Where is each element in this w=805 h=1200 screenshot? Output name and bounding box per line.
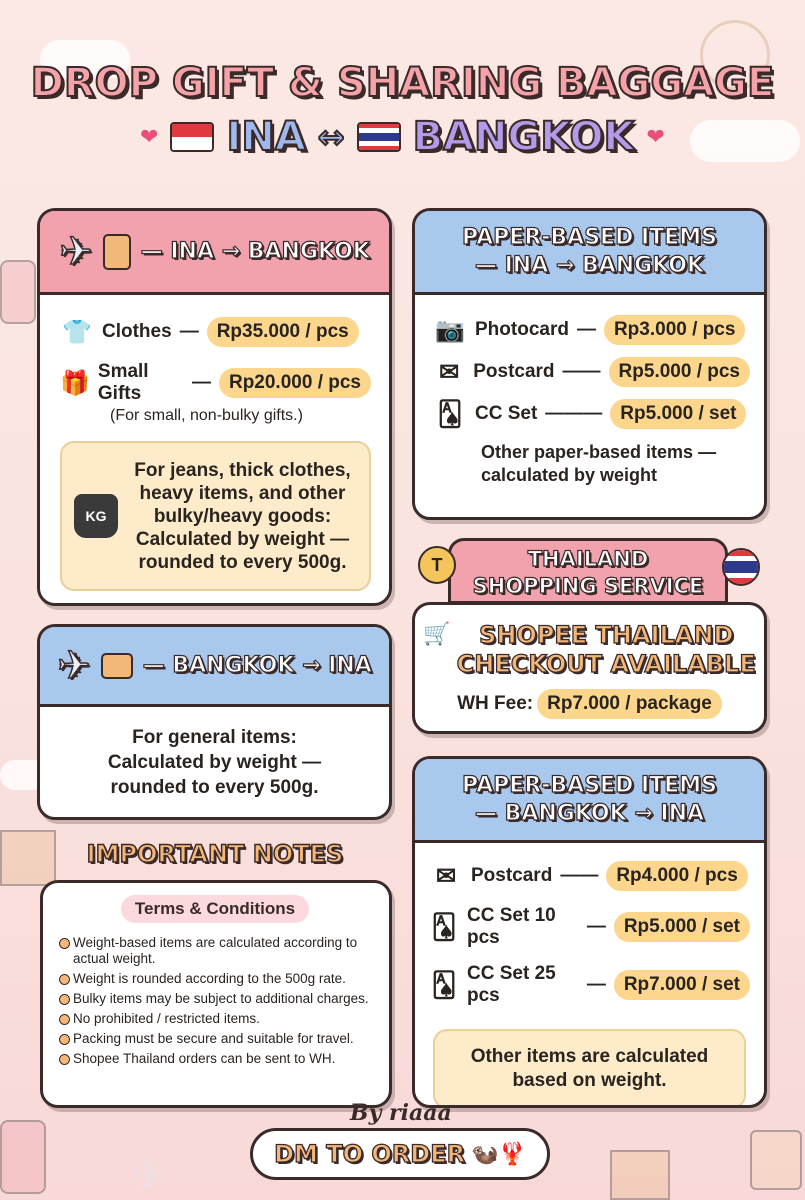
tab-title: THAILAND [527, 547, 649, 571]
item-label: Small Gifts [97, 361, 149, 404]
price-row-small-gifts [60, 361, 371, 405]
route-arrow: ↔ [317, 118, 345, 156]
item-label: Photocard [475, 319, 569, 340]
card-icon: 🂡 [431, 971, 457, 999]
list-item: Packing must be secure and suitable for travel. [57, 1031, 373, 1047]
camera-icon: 📷 [435, 316, 465, 344]
separator: — [179, 321, 199, 342]
heart-icon: ❤ [646, 124, 665, 150]
notes-list [57, 935, 373, 1067]
airplane-icon: ✈ [59, 228, 93, 275]
separator: —— [562, 361, 601, 382]
card-header [415, 759, 764, 843]
suitcase-icon [0, 260, 36, 324]
bangkok-to-ina-card [37, 624, 392, 820]
separator: —— [560, 865, 599, 886]
gift-icon: 🎁 [60, 369, 90, 397]
t-coin-icon: T [418, 546, 456, 584]
dm-to-order-button[interactable] [250, 1128, 550, 1180]
price-pill: Rp4.000 / pcs [606, 861, 747, 891]
notes-title: IMPORTANT NOTES [86, 840, 344, 868]
separator: ——— [545, 403, 603, 424]
cart-icon: 🛒 [423, 621, 451, 646]
card-title: — INA → BANGKOK [140, 239, 370, 264]
list-item: Shopee Thailand orders can be sent to WH. [57, 1051, 373, 1067]
card-icon: 🂡 [437, 400, 463, 428]
other-items-note-box [433, 1029, 746, 1108]
price-row-postcard [433, 357, 750, 387]
envelope-icon: ✉ [439, 358, 460, 386]
price-row-postcard [429, 861, 750, 891]
card-title: — BANGKOK → INA [142, 653, 372, 678]
card-icon: 🂡 [431, 913, 457, 941]
list-item: Bulky items may be subject to additional charges. [57, 991, 373, 1007]
item-label: Postcard [473, 361, 555, 382]
other-items-note: Other paper-based items — calculated by weight [481, 442, 717, 485]
ina-to-bangkok-card [37, 208, 392, 606]
separator: — [191, 372, 211, 393]
price-pill: Rp20.000 / pcs [219, 368, 371, 398]
price-pill: Rp5.000 / set [614, 912, 750, 942]
suitcase-icon [0, 1120, 46, 1194]
price-row-clothes [60, 317, 371, 347]
wh-fee-label: WH Fee: [457, 693, 534, 714]
item-label: CC Set [475, 403, 538, 424]
airplane-icon: ✈ [130, 1151, 167, 1200]
box-icon [610, 1150, 670, 1200]
card-title: PAPER-BASED ITEMS [462, 772, 717, 798]
other-items-note: Other items are calculated based on weight. [470, 1046, 709, 1091]
price-row-cc-set [433, 399, 750, 429]
terms-badge: Terms & Conditions [121, 895, 309, 923]
price-pill: Rp35.000 / pcs [207, 317, 359, 347]
tab-subtitle: SHOPPING SERVICE [472, 574, 704, 598]
list-item: Weight-based items are calculated according to actual weight. [57, 935, 373, 967]
indonesia-flag-icon [170, 122, 214, 152]
price-pill: Rp5.000 / set [610, 399, 746, 429]
heart-icon: ❤ [140, 124, 159, 150]
item-label: CC Set 10 pcs [467, 905, 556, 948]
author-signature: By riaaa [350, 1100, 452, 1126]
route-origin: INA [226, 114, 306, 160]
tshirt-icon: 👕 [62, 318, 92, 346]
price-row-cc-set-10 [429, 905, 750, 949]
weight-icon: KG [74, 494, 118, 538]
price-pill: Rp7.000 / package [537, 689, 722, 719]
list-item: Weight is rounded according to the 500g rate. [57, 971, 373, 987]
card-header [40, 627, 389, 707]
suitcase-icon [103, 234, 131, 270]
card-subtitle: — INA → BANGKOK [474, 252, 705, 278]
card-title: PAPER-BASED ITEMS [462, 224, 717, 250]
shopee-line2: CHECKOUT AVAILABLE [456, 650, 756, 678]
item-label: Postcard [471, 865, 553, 886]
price-pill: Rp7.000 / set [614, 970, 750, 1000]
card-subtitle: — BANGKOK → INA [474, 800, 705, 826]
item-label: Clothes [102, 321, 172, 342]
notes-card [40, 880, 392, 1108]
separator: — [586, 974, 606, 995]
weight-note-text: For jeans, thick clothes, heavy items, and other bulky/heavy goods: Calculated by weight — rounded to every 500g. [134, 459, 351, 573]
wh-fee-row [415, 689, 764, 719]
title-block [0, 60, 805, 160]
envelope-icon: ✉ [435, 862, 457, 890]
shopee-headline [457, 621, 756, 679]
price-pill: Rp3.000 / pcs [604, 315, 745, 345]
route-destination: BANGKOK [412, 114, 635, 160]
item-label: CC Set 25 pcs [467, 963, 556, 1006]
thailand-flag-icon [357, 122, 401, 152]
separator: — [586, 916, 606, 937]
paper-ina-to-bangkok-card [412, 208, 767, 520]
card-header [40, 211, 389, 295]
weight-note-box [60, 441, 371, 591]
route-title [0, 114, 805, 160]
price-pill: Rp5.000 / pcs [609, 357, 750, 387]
airplane-icon: ✈ [57, 642, 91, 689]
paper-bangkok-to-ina-card [412, 756, 767, 1108]
price-row-cc-set-25 [429, 963, 750, 1007]
shopee-service-card [412, 602, 767, 734]
thailand-flag-icon [722, 548, 760, 586]
shopping-bag-icon [750, 1130, 802, 1190]
price-row-photocard [433, 315, 750, 345]
shopee-line1: SHOPEE THAILAND [479, 621, 734, 649]
list-item: No prohibited / restricted items. [57, 1011, 373, 1027]
otter-lobster-emoji: 🦦🦞 [471, 1141, 526, 1166]
card-header [415, 211, 764, 295]
gift-note: (For small, non-bulky gifts.) [110, 407, 303, 424]
page-title: DROP GIFT & SHARING BAGGAGE [30, 60, 775, 106]
general-items-note: For general items: Calculated by weight — rounded to every 500g. [107, 727, 322, 798]
separator: — [576, 319, 596, 340]
suitcase-icon [101, 653, 133, 679]
thailand-service-tab [448, 538, 728, 604]
cta-label: DM TO ORDER [274, 1140, 466, 1168]
